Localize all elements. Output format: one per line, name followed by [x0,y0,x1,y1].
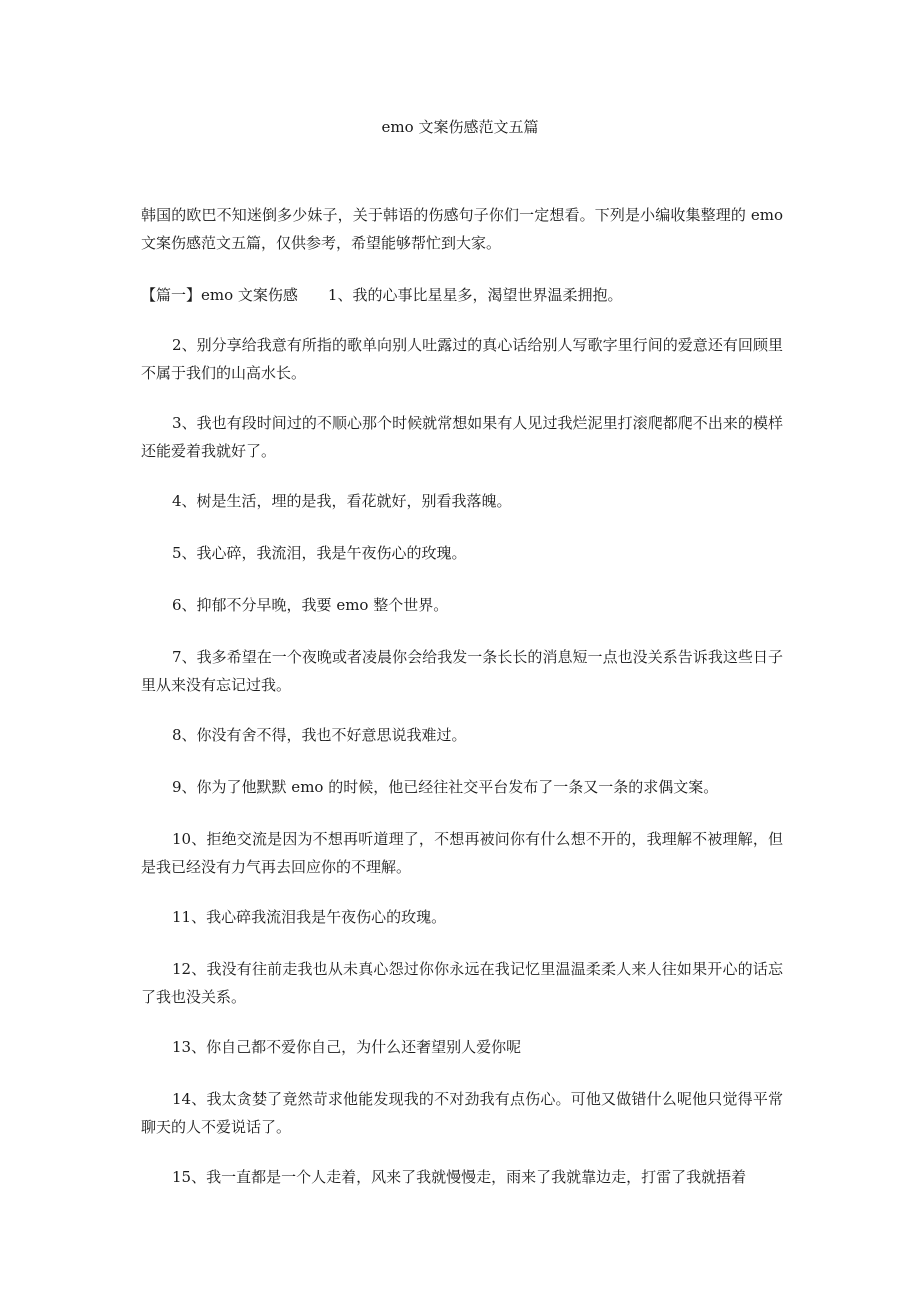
list-item-9: 9、你为了他默默 emo 的时候，他已经往社交平台发布了一条又一条的求偶文案。 [172,778,719,796]
list-item-3: 3、我也有段时间过的不顺心那个时候就常想如果有人见过我烂泥里打滚爬都爬不出来的模样还能爱着我就好了。 [141,414,783,460]
list-item-2: 2、别分享给我意有所指的歌单向别人吐露过的真心话给别人写歌字里行间的爱意还有回顾里不属于我们的山高水长。 [141,336,783,382]
document-title: emo 文案伤感范文五篇 [381,118,539,136]
list-item-4: 4、树是生活，埋的是我，看花就好，别看我落魄。 [172,492,512,510]
section-heading-line [141,281,783,309]
list-item-12: 12、我没有往前走我也从未真心怨过你你永远在我记忆里温温柔柔人来人往如果开心的话忘了我也没关系。 [141,960,783,1006]
list-item-7: 7、我多希望在一个夜晚或者凌晨你会给我发一条长长的消息短一点也没关系告诉我这些日子里从来没有忘记过我。 [141,648,783,694]
list-item-6: 6、抑郁不分早晚，我要 emo 整个世界。 [172,596,449,614]
list-item-11: 11、我心碎我流泪我是午夜伤心的玫瑰。 [172,908,447,926]
list-item-1: 1、我的心事比星星多，渴望世界温柔拥抱。 [327,286,623,304]
list-item-8: 8、你没有舍不得，我也不好意思说我难过。 [172,726,467,744]
list-item-13: 13、你自己都不爱你自己，为什么还奢望别人爱你呢 [172,1038,522,1056]
list-item-10: 10、拒绝交流是因为不想再听道理了，不想再被问你有什么想不开的，我理解不被理解，但是我已经没有力气再去回应你的不理解。 [141,830,783,876]
intro-paragraph: 韩国的欧巴不知迷倒多少妹子，关于韩语的伤感句子你们一定想看。下列是小编收集整理的 emo 文案伤感范文五篇，仅供参考，希望能够帮忙到大家。 [141,206,783,252]
list-item-14: 14、我太贪婪了竟然苛求他能发现我的不对劲我有点伤心。可他又做错什么呢他只觉得平常聊天的人不爱说话了。 [141,1090,783,1136]
list-item-5: 5、我心碎，我流泪，我是午夜伤心的玫瑰。 [172,544,467,562]
list-item-15: 15、我一直都是一个人走着，风来了我就慢慢走，雨来了我就靠边走，打雷了我就捂着 [172,1168,747,1186]
section-label: 【篇一】emo 文案伤感 [141,286,298,304]
